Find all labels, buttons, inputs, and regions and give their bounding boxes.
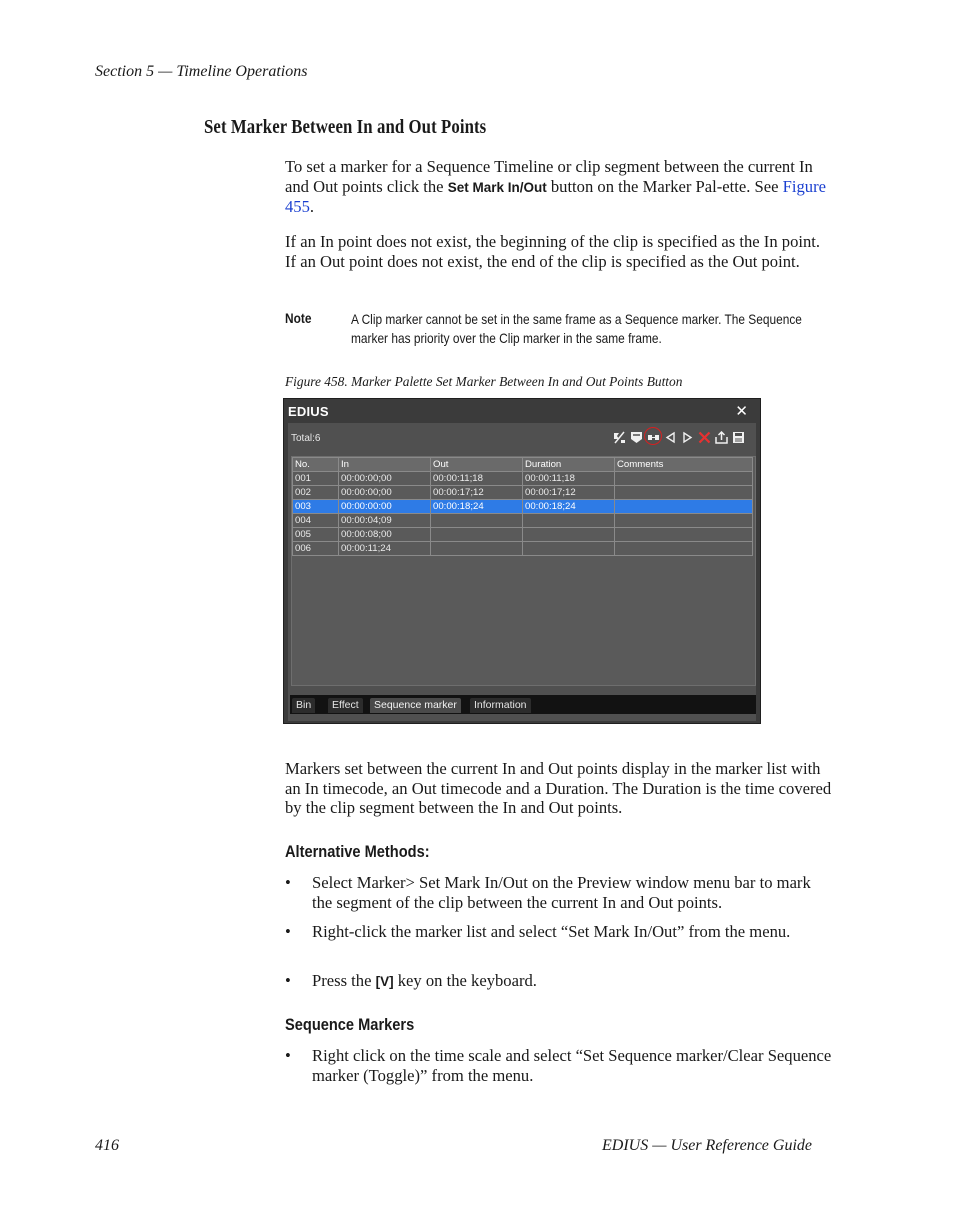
cell-in: 00:00:00:00 xyxy=(339,500,431,514)
cell-comments xyxy=(615,486,753,500)
cell-in: 00:00:11;24 xyxy=(339,542,431,556)
marker-table-header xyxy=(293,458,753,472)
cell-comments xyxy=(615,514,753,528)
highlight-ring xyxy=(644,427,662,445)
next-marker-icon[interactable] xyxy=(681,431,694,444)
note-label: Note xyxy=(285,310,312,326)
intro-paragraph-2: If an In point does not exist, the beginning of the clip is specified as the In point. If an Out point does not exist, the end of the clip is specified as the Out point. xyxy=(285,232,821,271)
delete-marker-icon[interactable] xyxy=(698,431,711,444)
cell-in: 00:00:08;00 xyxy=(339,528,431,542)
marker-table xyxy=(292,457,753,556)
intro-paragraph-1 xyxy=(285,157,833,217)
cell-no: 003 xyxy=(293,500,339,514)
window-title: EDIUS xyxy=(288,404,329,419)
cell-out: 00:00:17;12 xyxy=(431,486,523,500)
cell-no: 002 xyxy=(293,486,339,500)
cell-out xyxy=(431,528,523,542)
cell-duration xyxy=(523,528,615,542)
column-header-comments[interactable]: Comments xyxy=(615,458,753,472)
cell-no: 005 xyxy=(293,528,339,542)
cell-no: 006 xyxy=(293,542,339,556)
cell-comments xyxy=(615,500,753,514)
table-row[interactable] xyxy=(293,486,753,500)
cell-duration xyxy=(523,514,615,528)
tab-bin[interactable]: Bin xyxy=(292,698,315,713)
column-header-no[interactable]: No. xyxy=(293,458,339,472)
tab-information[interactable]: Information xyxy=(470,698,531,713)
cell-no: 004 xyxy=(293,514,339,528)
cell-out: 00:00:18;24 xyxy=(431,500,523,514)
cell-comments xyxy=(615,542,753,556)
cell-in: 00:00:00;00 xyxy=(339,486,431,500)
tab-sequence-marker[interactable]: Sequence marker xyxy=(370,698,461,713)
bullet-icon: • xyxy=(285,971,291,990)
cell-out: 00:00:11;18 xyxy=(431,472,523,486)
close-icon[interactable]: ✕ xyxy=(735,403,748,420)
column-header-in[interactable]: In xyxy=(339,458,431,472)
import-marker-icon[interactable] xyxy=(715,431,728,444)
list-item-text: Select Marker> Set Mark In/Out on the Preview window menu bar to mark the segment of the clip between the current In and Out points. xyxy=(312,873,811,912)
bullet-icon: • xyxy=(285,1046,291,1065)
column-header-out[interactable]: Out xyxy=(431,458,523,472)
list-item-text: Right click on the time scale and select “Set Sequence marker/Clear Sequence marker (Toggle)” from the menu. xyxy=(312,1046,832,1085)
cell-duration xyxy=(523,542,615,556)
list-item-text: Right-click the marker list and select “Set Mark In/Out” from the menu. xyxy=(312,922,791,941)
tab-effect[interactable]: Effect xyxy=(328,698,363,713)
table-row[interactable] xyxy=(293,472,753,486)
table-row-selected[interactable] xyxy=(293,500,753,514)
cell-duration: 00:00:17;12 xyxy=(523,486,615,500)
bullet-icon: • xyxy=(285,922,291,941)
item3-text-b: key on the keyboard. xyxy=(393,971,537,990)
cell-duration: 00:00:11;18 xyxy=(523,472,615,486)
palette-tab-bar xyxy=(290,695,756,714)
running-header: Section 5 — Timeline Operations xyxy=(95,63,308,80)
cell-comments xyxy=(615,472,753,486)
set-mark-in-out-icon[interactable] xyxy=(647,431,660,444)
intro-text-a: To set a marker for a Sequence Timeline or clip segment between the current In and Out points click the xyxy=(285,157,813,196)
alternative-methods-heading: Alternative Methods: xyxy=(285,842,430,861)
list-item-text xyxy=(312,971,832,992)
table-row[interactable] xyxy=(293,514,753,528)
intro-text-b: button on the Marker Pal-ette. See xyxy=(546,176,783,196)
keyboard-key-v: [V] xyxy=(375,974,394,989)
marker-toolbar xyxy=(613,429,745,445)
cell-comments xyxy=(615,528,753,542)
cell-no: 001 xyxy=(293,472,339,486)
cell-out xyxy=(431,514,523,528)
table-row[interactable] xyxy=(293,542,753,556)
after-figure-paragraph: Markers set between the current In and Out points display in the marker list with an In timecode, an Out timecode and a Duration. The Duration is the time covered by the clip segment between the In and Out points. xyxy=(285,759,832,818)
cell-out xyxy=(431,542,523,556)
table-row[interactable] xyxy=(293,528,753,542)
edius-marker-palette-window xyxy=(283,398,761,724)
prev-marker-icon[interactable] xyxy=(664,431,677,444)
palette-body xyxy=(288,423,756,721)
intro-text-c: . xyxy=(309,197,315,217)
cell-in: 00:00:04;09 xyxy=(339,514,431,528)
note-text: A Clip marker cannot be set in the same frame as a Sequence marker. The Sequence marker has priority over the Clip marker in the same frame. xyxy=(351,311,802,346)
figure-455-link[interactable]: Figure 455 xyxy=(285,176,826,217)
column-header-duration[interactable]: Duration xyxy=(523,458,615,472)
marker-list[interactable] xyxy=(291,456,756,686)
marker-in-icon[interactable] xyxy=(613,431,626,444)
set-mark-in-out-label: Set Mark In/Out xyxy=(447,179,547,195)
marker-total-count: Total:6 xyxy=(291,433,321,444)
figure-caption: Figure 458. Marker Palette Set Marker Between In and Out Points Button xyxy=(285,374,683,389)
section-heading: Set Marker Between In and Out Points xyxy=(204,117,487,138)
sequence-markers-heading: Sequence Markers xyxy=(285,1015,415,1034)
set-marker-icon[interactable] xyxy=(630,431,643,444)
export-marker-icon[interactable] xyxy=(732,431,745,444)
footer-title: EDIUS — User Reference Guide xyxy=(602,1137,813,1154)
bullet-icon: • xyxy=(285,873,291,892)
page-number: 416 xyxy=(95,1137,119,1154)
cell-in: 00:00:00;00 xyxy=(339,472,431,486)
cell-duration: 00:00:18;24 xyxy=(523,500,615,514)
item3-text-a: Press the xyxy=(312,971,376,990)
